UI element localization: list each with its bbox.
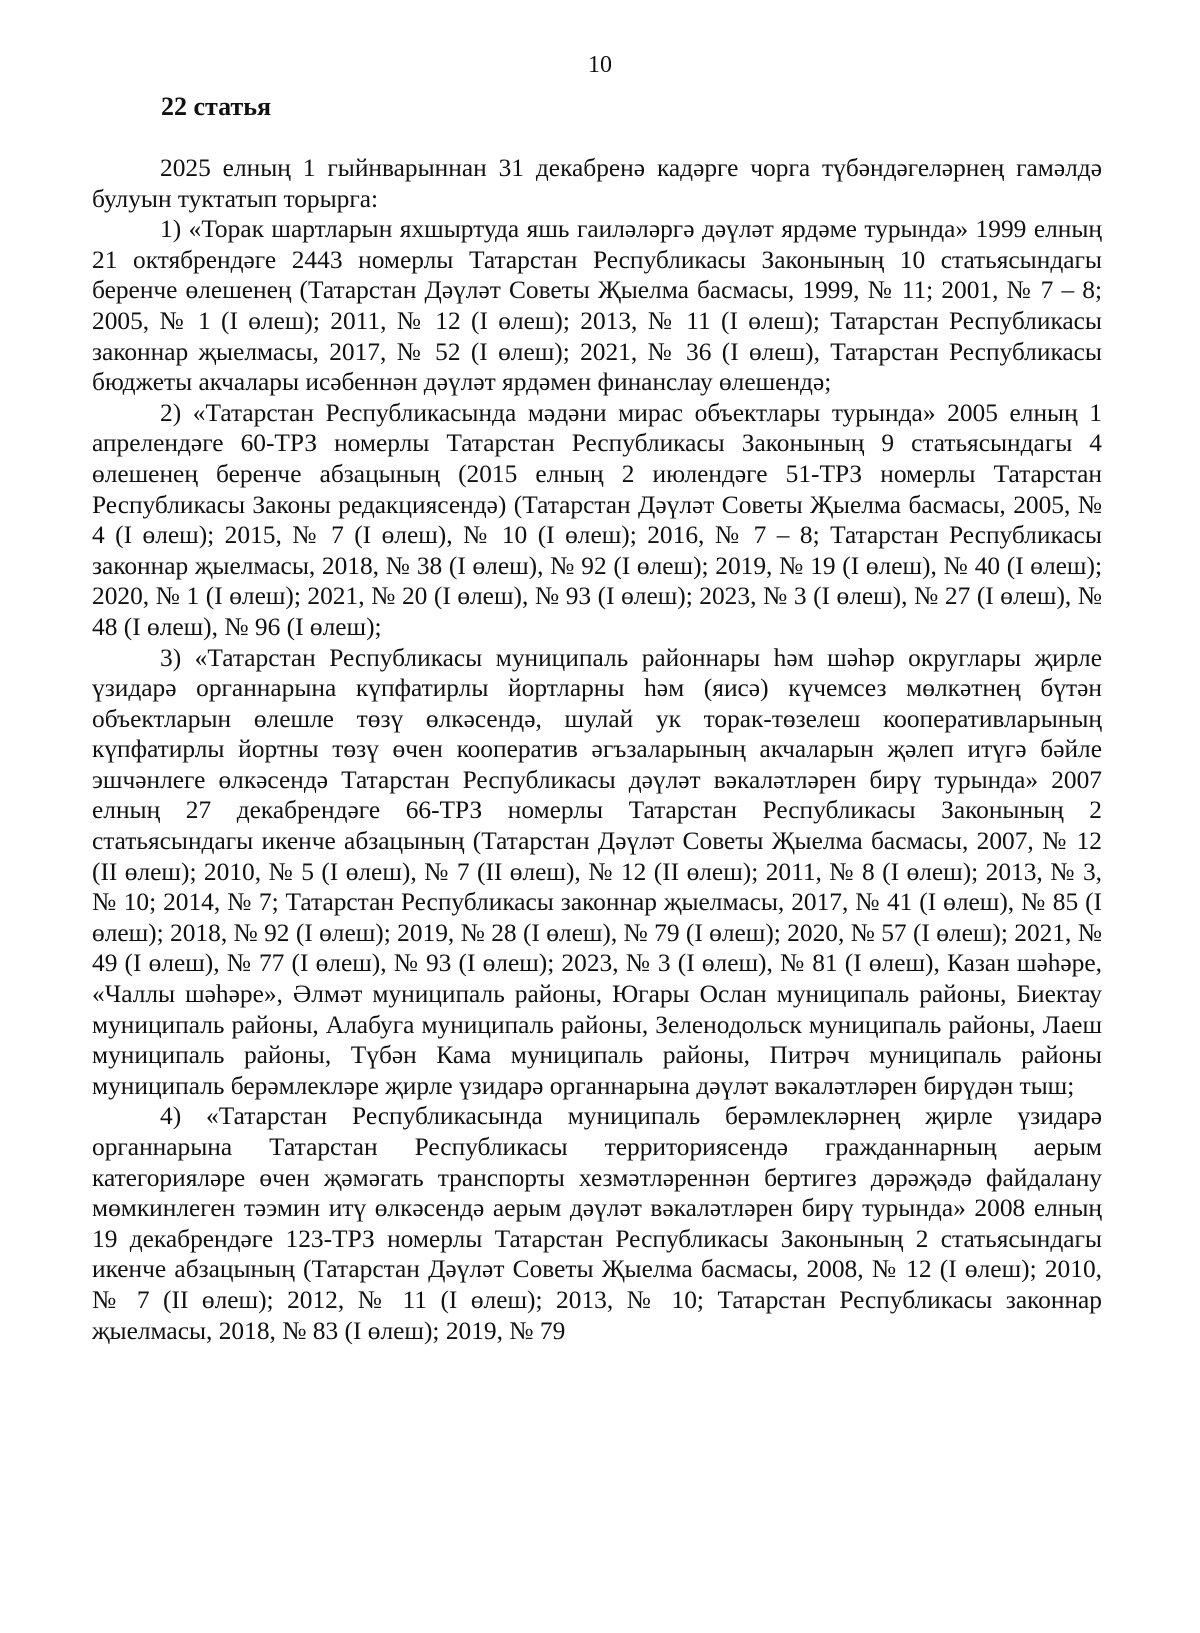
article-title: 22 статья — [161, 92, 272, 121]
list-item-2: 2) «Татарстан Республикасында мәдәни мирас объектлары турында» 2005 елның 1 апрелендәге 60-ТРЗ номерлы Татарстан Республикасы Законының 9 статьясындагы 4 өлешенең беренче абзацының (2015 елның 2 июлендәге 51-ТРЗ номерлы Татарстан Республикасы Законы редакциясендә) (Татарстан Дәүләт Советы Җыелма басмасы, 2005, № 4 (I өлеш); 2015, № 7 (I өлеш), № 10 (I өлеш); 2016, № 7 – 8; Татарстан Республикасы законнар җыелмасы, 2018, № 38 (I өлеш), № 92 (I өлеш); 2019, № 19 (I өлеш), № 40 (I өлеш); 2020, № 1 (I өлеш); 2021, № 20 (I өлеш), № 93 (I өлеш); 2023, № 3 (I өлеш), № 27 (I өлеш), № 48 (I өлеш), № 96 (I өлеш); — [92, 398, 1102, 641]
intro-paragraph: 2025 елның 1 гыйнварыннан 31 декабренә кадәрге чорга түбәндәгеләрнең гамәлдә булуын туктатып торырга: — [92, 154, 1102, 213]
list-item-4: 4) «Татарстан Республикасында муниципаль берәмлекләрнең җирле үзидарә органнарына Татарстан Республикасы территориясендә гражданнарның аерым категорияләре өчен җәмәгать транспорты хезмәтләреннән бертигез дәрәҗәдә файдалану мөмкинлеген тәэмин итү өлкәсендә аерым дәүләт вәкаләтләрен бирү турында» 2008 елның 19 декабрендәге 123-ТРЗ номерлы Татарстан Республикасы Законының 2 статьясындагы икенче абзацының (Татарстан Дәүләт Советы Җыелма басмасы, 2008, № 12 (I өлеш); 2010, № 7 (II өлеш); 2012, № 11 (I өлеш); 2013, № 10; Татарстан Республикасы законнар җыелмасы, 2018, № 83 (I өлеш); 2019, № 79 — [92, 1102, 1102, 1345]
list-item-1: 1) «Торак шартларын яхшыртуда яшь гаиләләргә дәүләт ярдәме турында» 1999 елның 21 октябрендәге 2443 номерлы Татарстан Республикасы Законының 10 статьясындагы беренче өлешенең (Татарстан Дәүләт Советы Җыелма басмасы, 1999, № 11; 2001, № 7 – 8; 2005, № 1 (I өлеш); 2011, № 12 (I өлеш); 2013, № 11 (I өлеш); Татарстан Республикасы законнар җыелмасы, 2017, № 52 (I өлеш); 2021, № 36 (I өлеш), Татарстан Республикасы бюджеты акчалары исәбеннән дәүләт ярдәмен финанслау өлешендә; — [92, 215, 1102, 397]
list-item-3: 3) «Татарстан Республикасы муниципаль районнары һәм шәһәр округлары җирле үзидарә органнарына күпфатирлы йортларны һәм (яисә) күчемсез мөлкәтнең бүтән объектларын өлешле төзү өлкәсендә, шулай ук торак-төзелеш кооперативларының күпфатирлы йортны төзү өчен кооператив әгъзаларының акчаларын җәлеп итүгә бәйле эшчәнлеге өлкәсендә Татарстан Республикасы дәүләт вәкаләтләрен бирү турында» 2007 елның 27 декабрендәге 66-ТРЗ номерлы Татарстан Республикасы Законының 2 статьясындагы икенче абзацының (Татарстан Дәүләт Советы Җыелма басмасы, 2007, № 12 (II өлеш); 2010, № 5 (I өлеш), № 7 (II өлеш), № 12 (II өлеш); 2011, № 8 (I өлеш); 2013, № 3, № 10; 2014, № 7; Татарстан Республикасы законнар җыелмасы, 2017, № 41 (I өлеш), № 85 (I өлеш); 2018, № 92 (I өлеш); 2019, № 28 (I өлеш), № 79 (I өлеш); 2020, № 57 (I өлеш); 2021, № 49 (I өлеш), № 77 (I өлеш), № 93 (I өлеш); 2023, № 3 (I өлеш), № 81 (I өлеш), Казан шәһәре, «Чаллы шәһәре», Әлмәт муниципаль районы, Югары Ослан муниципаль районы, Биектау муниципаль районы, Алабуга муниципаль районы, Зеленодольск муниципаль районы, Лаеш муниципаль районы, Түбән Кама муниципаль районы, Питрәч муниципаль районы муниципаль берәмлекләре җирле үзидарә органнарына дәүләт вәкаләтләрен бирүдән тыш; — [92, 643, 1102, 1100]
document-body — [92, 153, 1102, 1346]
page-number: 10 — [588, 52, 612, 78]
